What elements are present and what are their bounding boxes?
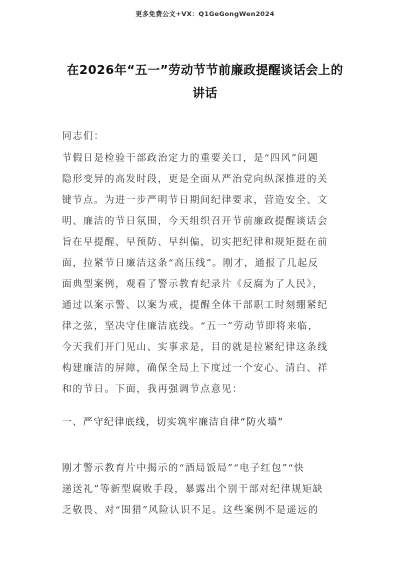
header-note: 更多免费公文+VX：Q1GeGongWen2024 [135, 10, 275, 18]
paragraph-2-line: 刚才警示教育片中揭示的“酒局饭局”“电子红包”“快 [62, 463, 305, 474]
paragraph-1-line: 隐形变异的高发时段，更是全面从严治党向纵深推进的关 [62, 174, 329, 185]
paragraph-1-line: 律之弦，坚决守住廉洁底线。“五一”劳动节即将来临， [62, 321, 319, 332]
paragraph-1-line: 节假日是检验干部政治定力的重要关口，是“四风”问题 [62, 153, 319, 164]
paragraph-1-line: 旨在早提醒、早预防、早纠偏，切实把纪律和规矩挺在前 [62, 237, 329, 248]
paragraph-1-line: 今天我们开门见山、实事求是，目的就是拉紧纪律这条线 [62, 342, 329, 353]
paragraph-2-line: 乏敬畏、对“围猎”风险认识不足。这些案例不是遥远的 [62, 505, 319, 516]
paragraph-1-line: 和的节日。下面，我再强调节点意见： [62, 384, 243, 395]
section-1-heading: 一、严守纪律底线，切实筑牢廉洁自律“防火墙” [62, 417, 284, 428]
paragraph-1-line: 面，拉紧节日廉洁这条“高压线”。刚才，通报了几起反 [62, 258, 319, 269]
paragraph-1-line: 通过以案示警、以案为戒，提醒全体干部职工时刻绷紧纪 [62, 300, 329, 311]
salutation: 同志们： [62, 131, 105, 142]
paragraph-1-line: 明、廉洁的节日氛围，今天组织召开节前廉政提醒谈话会 [62, 216, 329, 227]
paragraph-1-line: 构建廉洁的屏障，确保全局上下度过一个安心、清白、祥 [62, 363, 329, 374]
document-title-line-1: 在2026年“五一”劳动节节前廉政提醒谈话会上的 [66, 63, 344, 77]
paragraph-1-line: 键节点。为进一步严明节日期间纪律要求，营造安全、文 [62, 195, 329, 206]
paragraph-1-line: 面典型案例，观看了警示教育纪录片《反腐为了人民》， [62, 279, 324, 290]
document-title-line-2: 讲话 [192, 86, 218, 100]
paragraph-2-line: 递送礼”等新型腐败手段，暴露出个别干部对纪律规矩缺 [62, 484, 324, 495]
